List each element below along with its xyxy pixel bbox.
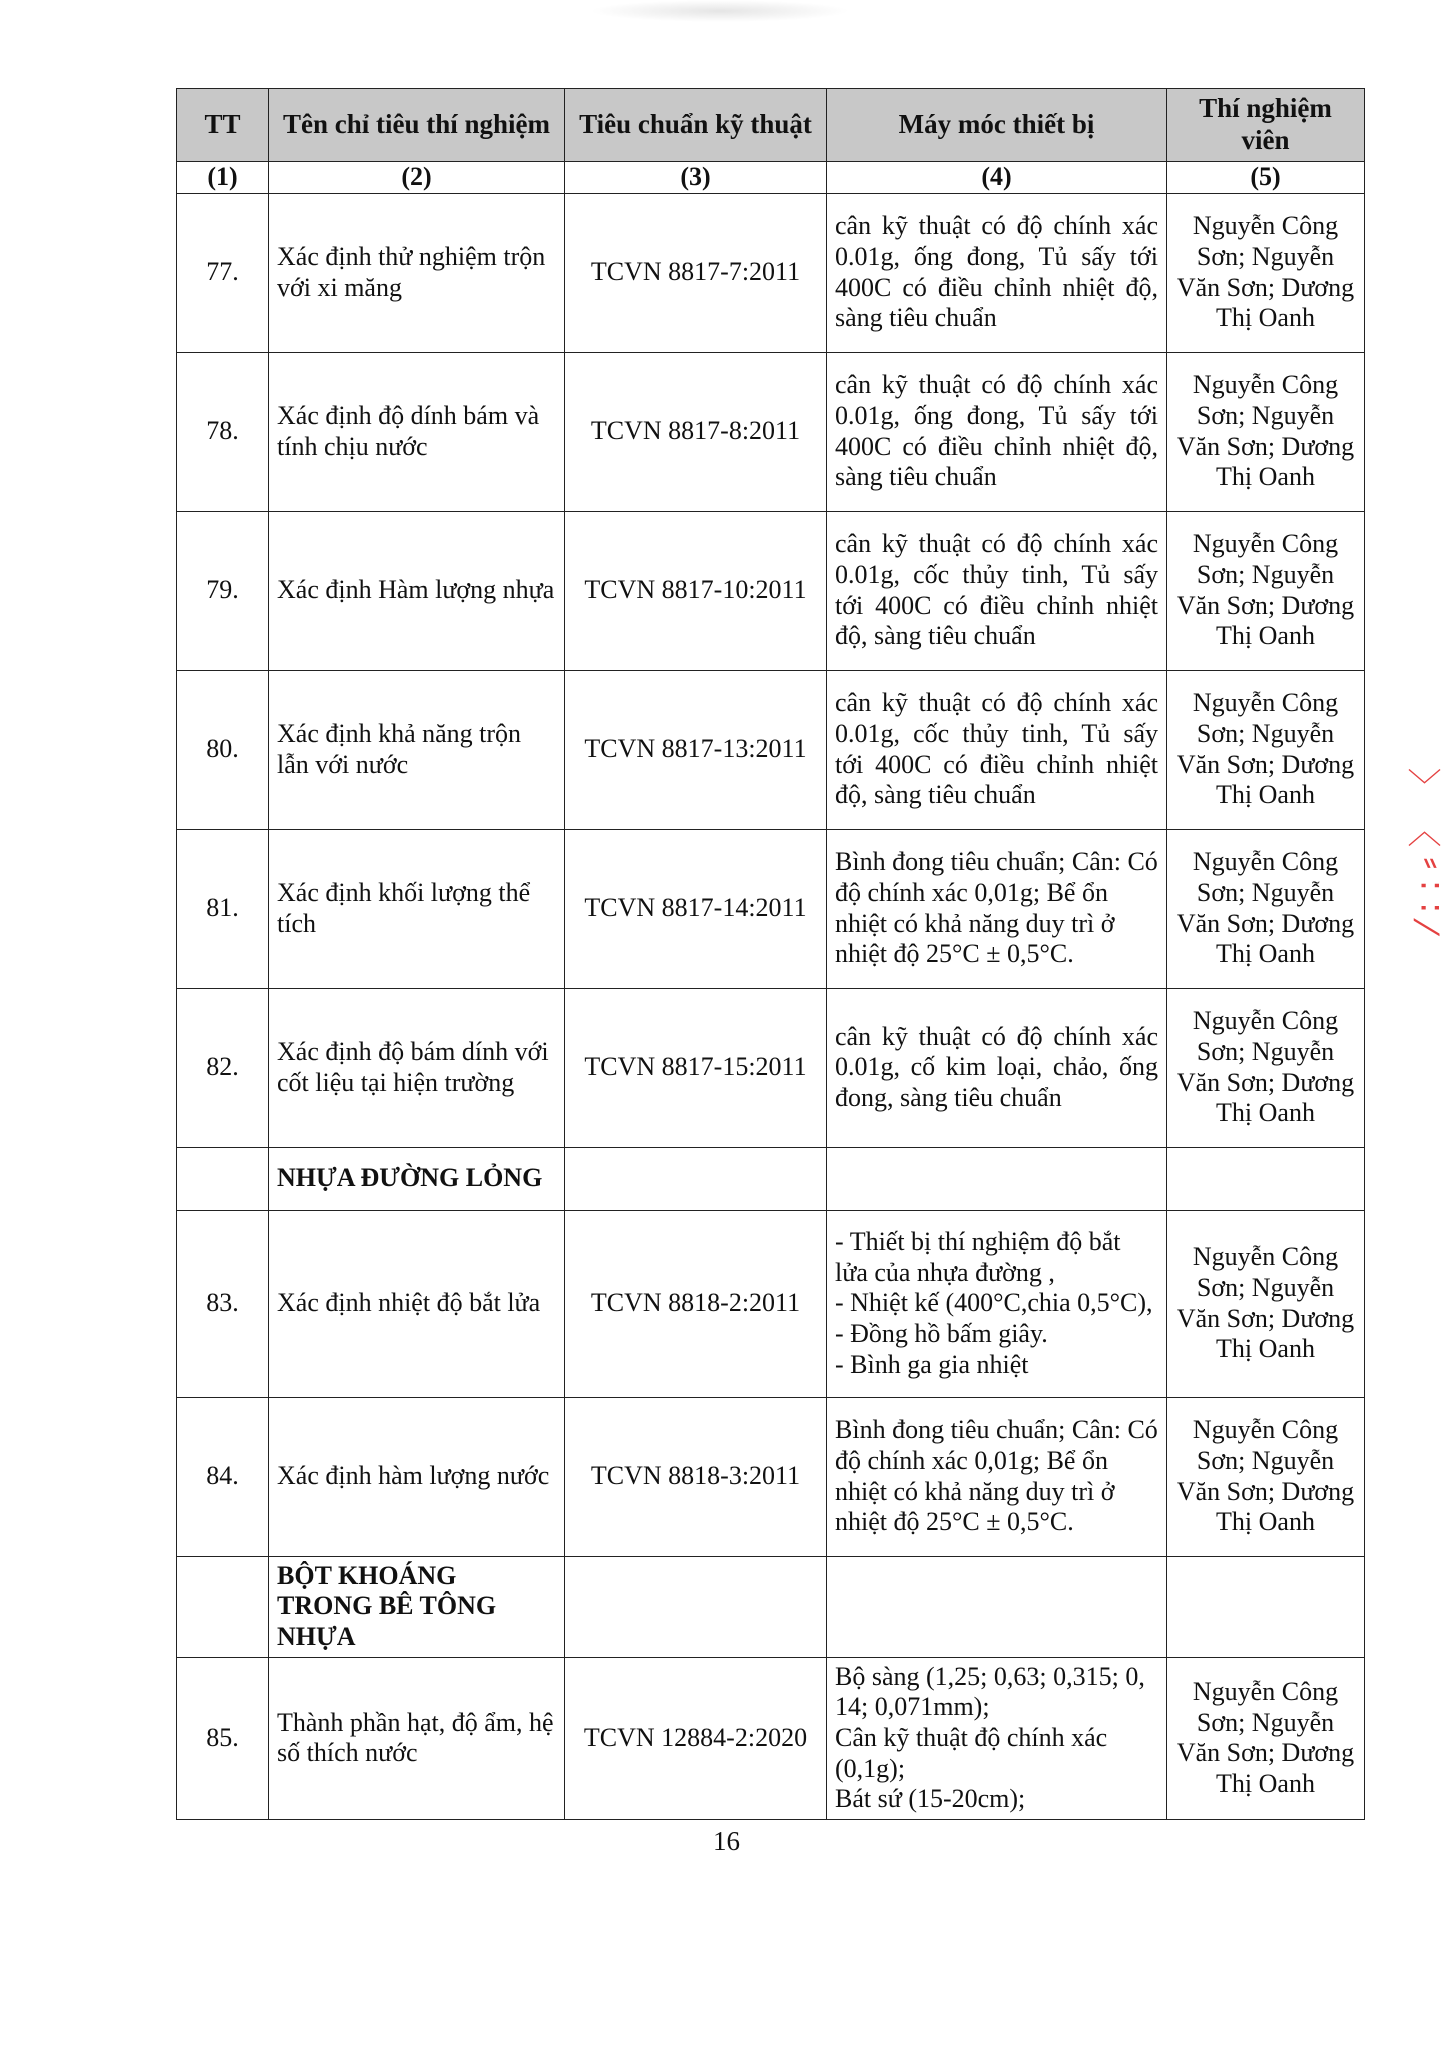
standard-code: TCVN 8817-7:2011	[565, 193, 827, 352]
equipment-line: - Nhiệt kế (400°C,chia 0,5°C),	[835, 1288, 1153, 1318]
column-number: (1)	[177, 162, 269, 194]
standard-code: TCVN 8817-13:2011	[565, 670, 827, 829]
row-number: 82.	[177, 988, 269, 1147]
table-row	[177, 352, 1365, 511]
section-title: NHỰA ĐƯỜNG LỎNG	[269, 1147, 565, 1210]
row-number: 79.	[177, 511, 269, 670]
column-number: (4)	[827, 162, 1167, 194]
equipment-line: cân kỹ thuật có độ chính xác 0.01g, cốc thủy tinh, Tủ sấy tới 400C có điều chỉnh nhiệt độ, sàng tiêu chuẩn	[835, 688, 1158, 810]
staff-names: Nguyễn Công Sơn; Nguyễn Văn Sơn; Dương Thị Oanh	[1167, 193, 1365, 352]
standard-code: TCVN 8818-3:2011	[565, 1397, 827, 1556]
test-name: Xác định độ dính bám và tính chịu nước	[269, 352, 565, 511]
row-number: 77.	[177, 193, 269, 352]
equipment-list	[827, 829, 1167, 988]
equipment-list	[827, 1657, 1167, 1819]
column-number: (5)	[1167, 162, 1365, 194]
table-row	[177, 511, 1365, 670]
empty-cell	[1167, 1147, 1365, 1210]
standard-code: TCVN 8817-8:2011	[565, 352, 827, 511]
equipment-line: Bộ sàng (1,25; 0,63; 0,315; 0, 14; 0,071mm);	[835, 1661, 1145, 1722]
column-number: (3)	[565, 162, 827, 194]
empty-cell	[827, 1556, 1167, 1657]
test-name: Xác định thử nghiệm trộn với xi măng	[269, 193, 565, 352]
table-header-row	[177, 89, 1365, 162]
header-equipment: Máy móc thiết bị	[827, 89, 1167, 162]
section-row	[177, 1147, 1365, 1210]
equipment-list	[827, 352, 1167, 511]
row-number: 78.	[177, 352, 269, 511]
table-row	[177, 1657, 1365, 1819]
staff-names: Nguyễn Công Sơn; Nguyễn Văn Sơn; Dương Thị Oanh	[1167, 829, 1365, 988]
equipment-list	[827, 1210, 1167, 1397]
standard-code: TCVN 8817-15:2011	[565, 988, 827, 1147]
row-number: 83.	[177, 1210, 269, 1397]
test-name: Xác định khả năng trộn lẫn với nước	[269, 670, 565, 829]
test-name: Xác định độ bám dính với cốt liệu tại hiện trường	[269, 988, 565, 1147]
staff-names: Nguyễn Công Sơn; Nguyễn Văn Sơn; Dương Thị Oanh	[1167, 1397, 1365, 1556]
equipment-line: cân kỹ thuật có độ chính xác 0.01g, cốc thủy tinh, Tủ sấy tới 400C có điều chỉnh nhiệt độ, sàng tiêu chuẩn	[835, 529, 1158, 651]
equipment-line: Bát sứ (15-20cm);	[835, 1784, 1026, 1814]
table-row	[177, 670, 1365, 829]
equipment-line: Bình đong tiêu chuẩn; Cân: Có độ chính xác 0,01g; Bể ổn nhiệt có khả năng duy trì ở nhiệt độ 25°C ± 0,5°C.	[835, 1415, 1158, 1537]
equipment-line: - Đồng hồ bấm giây.	[835, 1319, 1048, 1348]
column-number-row	[177, 162, 1365, 194]
equipment-line: cân kỹ thuật có độ chính xác 0.01g, cố kim loại, chảo, ống đong, sàng tiêu chuẩn	[835, 1021, 1158, 1112]
column-number: (2)	[269, 162, 565, 194]
staff-names: Nguyễn Công Sơn; Nguyễn Văn Sơn; Dương Thị Oanh	[1167, 511, 1365, 670]
equipment-list	[827, 988, 1167, 1147]
table-row	[177, 1210, 1365, 1397]
equipment-list	[827, 1397, 1167, 1556]
staff-names: Nguyễn Công Sơn; Nguyễn Văn Sơn; Dương Thị Oanh	[1167, 670, 1365, 829]
equipment-line: - Bình ga gia nhiệt	[835, 1349, 1029, 1379]
test-standards-table	[176, 88, 1365, 1820]
header-test-name: Tên chỉ tiêu thí nghiệm	[269, 89, 565, 162]
test-name: Xác định hàm lượng nước	[269, 1397, 565, 1556]
test-name: Thành phần hạt, độ ẩm, hệ số thích nước	[269, 1657, 565, 1819]
table-row	[177, 1397, 1365, 1556]
equipment-list	[827, 193, 1167, 352]
standard-code: TCVN 8817-10:2011	[565, 511, 827, 670]
table-row	[177, 193, 1365, 352]
row-number: 84.	[177, 1397, 269, 1556]
empty-cell	[827, 1147, 1167, 1210]
equipment-line: - Thiết bị thí nghiệm độ bắt lửa của nhựa đường ,	[835, 1226, 1121, 1287]
row-number: 85.	[177, 1657, 269, 1819]
header-tt: TT	[177, 89, 269, 162]
row-number: 80.	[177, 670, 269, 829]
section-title: BỘT KHOÁNG TRONG BÊ TÔNG NHỰA	[269, 1556, 565, 1657]
header-standard: Tiêu chuẩn kỹ thuật	[565, 89, 827, 162]
table-row	[177, 829, 1365, 988]
equipment-line: cân kỹ thuật có độ chính xác 0.01g, ống đong, Tủ sấy tới 400C có điều chỉnh nhiệt độ, sàng tiêu chuẩn	[835, 370, 1158, 492]
test-name: Xác định khối lượng thể tích	[269, 829, 565, 988]
staff-names: Nguyễn Công Sơn; Nguyễn Văn Sơn; Dương Thị Oanh	[1167, 988, 1365, 1147]
red-stamp-mark: ⁄ ꞉ ꞉ ⸗ ﹀ 〈	[1408, 768, 1448, 930]
equipment-list	[827, 670, 1167, 829]
empty-cell	[565, 1147, 827, 1210]
scan-smudge	[590, 0, 850, 22]
standard-code: TCVN 12884-2:2020	[565, 1657, 827, 1819]
section-row	[177, 1556, 1365, 1657]
equipment-line: Cân kỹ thuật độ chính xác (0,1g);	[835, 1723, 1108, 1783]
equipment-list	[827, 511, 1167, 670]
equipment-line: Bình đong tiêu chuẩn; Cân: Có độ chính xác 0,01g; Bể ổn nhiệt có khả năng duy trì ở nhiệt độ 25°C ± 0,5°C.	[835, 847, 1158, 969]
table-row	[177, 988, 1365, 1147]
test-name: Xác định Hàm lượng nhựa	[269, 511, 565, 670]
empty-cell	[177, 1556, 269, 1657]
row-number: 81.	[177, 829, 269, 988]
page-number: 16	[713, 1826, 740, 1856]
header-staff: Thí nghiệm viên	[1167, 89, 1365, 162]
equipment-line: cân kỹ thuật có độ chính xác 0.01g, ống đong, Tủ sấy tới 400C có điều chỉnh nhiệt độ, sàng tiêu chuẩn	[835, 211, 1158, 333]
test-name: Xác định nhiệt độ bắt lửa	[269, 1210, 565, 1397]
standard-code: TCVN 8817-14:2011	[565, 829, 827, 988]
empty-cell	[1167, 1556, 1365, 1657]
empty-cell	[177, 1147, 269, 1210]
standard-code: TCVN 8818-2:2011	[565, 1210, 827, 1397]
staff-names: Nguyễn Công Sơn; Nguyễn Văn Sơn; Dương Thị Oanh	[1167, 352, 1365, 511]
staff-names: Nguyễn Công Sơn; Nguyễn Văn Sơn; Dương Thị Oanh	[1167, 1210, 1365, 1397]
empty-cell	[565, 1556, 827, 1657]
staff-names: Nguyễn Công Sơn; Nguyễn Văn Sơn; Dương Thị Oanh	[1167, 1657, 1365, 1819]
